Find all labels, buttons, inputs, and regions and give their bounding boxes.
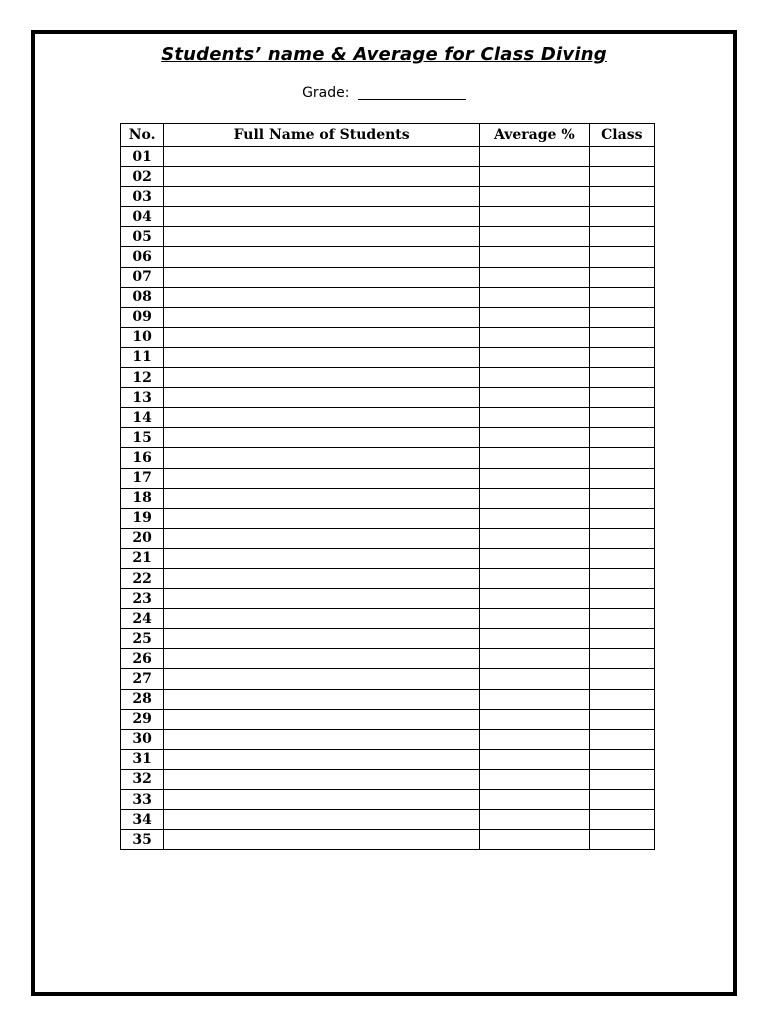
table-row — [121, 790, 655, 810]
header-full-name: Full Name of Students — [164, 124, 480, 147]
student-name-cell[interactable] — [164, 568, 480, 588]
average-cell[interactable] — [480, 347, 590, 367]
row-number: 30 — [121, 729, 164, 749]
average-cell[interactable] — [480, 649, 590, 669]
table-row — [121, 408, 655, 428]
average-cell[interactable] — [480, 287, 590, 307]
student-name-cell[interactable] — [164, 629, 480, 649]
table-row — [121, 187, 655, 207]
table-row — [121, 448, 655, 468]
row-number: 05 — [121, 227, 164, 247]
average-cell[interactable] — [480, 568, 590, 588]
student-name-cell[interactable] — [164, 488, 480, 508]
class-cell[interactable] — [589, 368, 654, 388]
row-number: 20 — [121, 528, 164, 548]
average-cell[interactable] — [480, 187, 590, 207]
student-name-cell[interactable] — [164, 709, 480, 729]
row-number: 21 — [121, 548, 164, 568]
class-cell[interactable] — [589, 227, 654, 247]
class-cell[interactable] — [589, 408, 654, 428]
table-row — [121, 468, 655, 488]
row-number: 23 — [121, 589, 164, 609]
table-row — [121, 368, 655, 388]
row-number: 18 — [121, 488, 164, 508]
class-cell[interactable] — [589, 488, 654, 508]
average-cell[interactable] — [480, 388, 590, 408]
average-cell[interactable] — [480, 267, 590, 287]
student-name-cell[interactable] — [164, 408, 480, 428]
table-row — [121, 568, 655, 588]
student-name-cell[interactable] — [164, 508, 480, 528]
row-number: 22 — [121, 568, 164, 588]
row-number: 32 — [121, 769, 164, 789]
table-row — [121, 207, 655, 227]
class-cell[interactable] — [589, 548, 654, 568]
average-cell[interactable] — [480, 729, 590, 749]
class-cell[interactable] — [589, 307, 654, 327]
class-cell[interactable] — [589, 247, 654, 267]
class-cell[interactable] — [589, 629, 654, 649]
row-number: 35 — [121, 830, 164, 850]
student-name-cell[interactable] — [164, 247, 480, 267]
class-cell[interactable] — [589, 468, 654, 488]
average-cell[interactable] — [480, 629, 590, 649]
table-row — [121, 810, 655, 830]
row-number: 31 — [121, 749, 164, 769]
table-row — [121, 609, 655, 629]
table-row — [121, 709, 655, 729]
average-cell[interactable] — [480, 589, 590, 609]
student-name-cell[interactable] — [164, 810, 480, 830]
table-row — [121, 307, 655, 327]
class-cell[interactable] — [589, 830, 654, 850]
class-cell[interactable] — [589, 347, 654, 367]
row-number: 07 — [121, 267, 164, 287]
average-cell[interactable] — [480, 689, 590, 709]
row-number: 28 — [121, 689, 164, 709]
average-cell[interactable] — [480, 488, 590, 508]
row-number: 29 — [121, 709, 164, 729]
table-row — [121, 347, 655, 367]
student-name-cell[interactable] — [164, 388, 480, 408]
average-cell[interactable] — [480, 528, 590, 548]
class-cell[interactable] — [589, 147, 654, 167]
class-cell[interactable] — [589, 568, 654, 588]
average-cell[interactable] — [480, 247, 590, 267]
table-row — [121, 729, 655, 749]
row-number: 08 — [121, 287, 164, 307]
table-row — [121, 267, 655, 287]
student-name-cell[interactable] — [164, 589, 480, 609]
student-name-cell[interactable] — [164, 548, 480, 568]
student-roster-table — [120, 123, 655, 850]
table-row — [121, 528, 655, 548]
student-name-cell[interactable] — [164, 147, 480, 167]
student-name-cell[interactable] — [164, 347, 480, 367]
grade-label: Grade: — [302, 85, 350, 101]
student-name-cell[interactable] — [164, 167, 480, 187]
average-cell[interactable] — [480, 669, 590, 689]
row-number: 26 — [121, 649, 164, 669]
average-cell[interactable] — [480, 609, 590, 629]
student-name-cell[interactable] — [164, 729, 480, 749]
average-cell[interactable] — [480, 749, 590, 769]
class-cell[interactable] — [589, 729, 654, 749]
average-cell[interactable] — [480, 468, 590, 488]
student-name-cell[interactable] — [164, 207, 480, 227]
student-name-cell[interactable] — [164, 649, 480, 669]
average-cell[interactable] — [480, 790, 590, 810]
class-cell[interactable] — [589, 448, 654, 468]
table-row — [121, 830, 655, 850]
average-cell[interactable] — [480, 709, 590, 729]
document-title: Students’ name & Average for Class Diving — [161, 44, 607, 65]
average-cell[interactable] — [480, 227, 590, 247]
table-row — [121, 649, 655, 669]
row-number: 14 — [121, 408, 164, 428]
table-row — [121, 769, 655, 789]
average-cell[interactable] — [480, 830, 590, 850]
table-row — [121, 167, 655, 187]
row-number: 16 — [121, 448, 164, 468]
row-number: 13 — [121, 388, 164, 408]
class-cell[interactable] — [589, 689, 654, 709]
row-number: 10 — [121, 327, 164, 347]
student-name-cell[interactable] — [164, 368, 480, 388]
class-cell[interactable] — [589, 187, 654, 207]
table-body — [121, 147, 655, 850]
page-frame — [31, 30, 737, 996]
table-row — [121, 669, 655, 689]
student-name-cell[interactable] — [164, 448, 480, 468]
average-cell[interactable] — [480, 327, 590, 347]
average-cell[interactable] — [480, 368, 590, 388]
average-cell[interactable] — [480, 408, 590, 428]
table-row — [121, 508, 655, 528]
table-header-row — [121, 124, 655, 147]
header-average: Average % — [480, 124, 590, 147]
table-row — [121, 327, 655, 347]
student-name-cell[interactable] — [164, 227, 480, 247]
grade-row — [35, 85, 733, 101]
table-row — [121, 287, 655, 307]
average-cell[interactable] — [480, 448, 590, 468]
class-cell[interactable] — [589, 207, 654, 227]
row-number: 02 — [121, 167, 164, 187]
row-number: 27 — [121, 669, 164, 689]
student-name-cell[interactable] — [164, 609, 480, 629]
class-cell[interactable] — [589, 649, 654, 669]
table-row — [121, 147, 655, 167]
class-cell[interactable] — [589, 709, 654, 729]
student-name-cell[interactable] — [164, 769, 480, 789]
student-name-cell[interactable] — [164, 307, 480, 327]
class-cell[interactable] — [589, 267, 654, 287]
average-cell[interactable] — [480, 307, 590, 327]
class-cell[interactable] — [589, 589, 654, 609]
row-number: 17 — [121, 468, 164, 488]
student-name-cell[interactable] — [164, 428, 480, 448]
average-cell[interactable] — [480, 810, 590, 830]
table-row — [121, 749, 655, 769]
student-name-cell[interactable] — [164, 267, 480, 287]
table-row — [121, 428, 655, 448]
student-name-cell[interactable] — [164, 689, 480, 709]
row-number: 33 — [121, 790, 164, 810]
row-number: 19 — [121, 508, 164, 528]
table-row — [121, 589, 655, 609]
class-cell[interactable] — [589, 528, 654, 548]
row-number: 25 — [121, 629, 164, 649]
class-cell[interactable] — [589, 167, 654, 187]
class-cell[interactable] — [589, 508, 654, 528]
class-cell[interactable] — [589, 388, 654, 408]
table-row — [121, 488, 655, 508]
student-name-cell[interactable] — [164, 327, 480, 347]
class-cell[interactable] — [589, 669, 654, 689]
student-name-cell[interactable] — [164, 187, 480, 207]
student-name-cell[interactable] — [164, 287, 480, 307]
grade-field[interactable] — [358, 85, 466, 100]
table-row — [121, 227, 655, 247]
class-cell[interactable] — [589, 287, 654, 307]
row-number: 15 — [121, 428, 164, 448]
average-cell[interactable] — [480, 769, 590, 789]
average-cell[interactable] — [480, 428, 590, 448]
row-number: 34 — [121, 810, 164, 830]
student-name-cell[interactable] — [164, 468, 480, 488]
header-class: Class — [589, 124, 654, 147]
average-cell[interactable] — [480, 508, 590, 528]
student-name-cell[interactable] — [164, 830, 480, 850]
row-number: 06 — [121, 247, 164, 267]
header-no: No. — [121, 124, 164, 147]
class-cell[interactable] — [589, 609, 654, 629]
table-row — [121, 548, 655, 568]
class-cell[interactable] — [589, 428, 654, 448]
average-cell[interactable] — [480, 548, 590, 568]
table-row — [121, 689, 655, 709]
student-name-cell[interactable] — [164, 528, 480, 548]
class-cell[interactable] — [589, 790, 654, 810]
table-row — [121, 629, 655, 649]
row-number: 11 — [121, 347, 164, 367]
class-cell[interactable] — [589, 810, 654, 830]
row-number: 04 — [121, 207, 164, 227]
table-row — [121, 388, 655, 408]
class-cell[interactable] — [589, 769, 654, 789]
row-number: 24 — [121, 609, 164, 629]
table-row — [121, 247, 655, 267]
student-name-cell[interactable] — [164, 749, 480, 769]
row-number: 12 — [121, 368, 164, 388]
row-number: 09 — [121, 307, 164, 327]
student-name-cell[interactable] — [164, 669, 480, 689]
class-cell[interactable] — [589, 749, 654, 769]
student-name-cell[interactable] — [164, 790, 480, 810]
row-number: 03 — [121, 187, 164, 207]
average-cell[interactable] — [480, 147, 590, 167]
average-cell[interactable] — [480, 167, 590, 187]
row-number: 01 — [121, 147, 164, 167]
class-cell[interactable] — [589, 327, 654, 347]
average-cell[interactable] — [480, 207, 590, 227]
